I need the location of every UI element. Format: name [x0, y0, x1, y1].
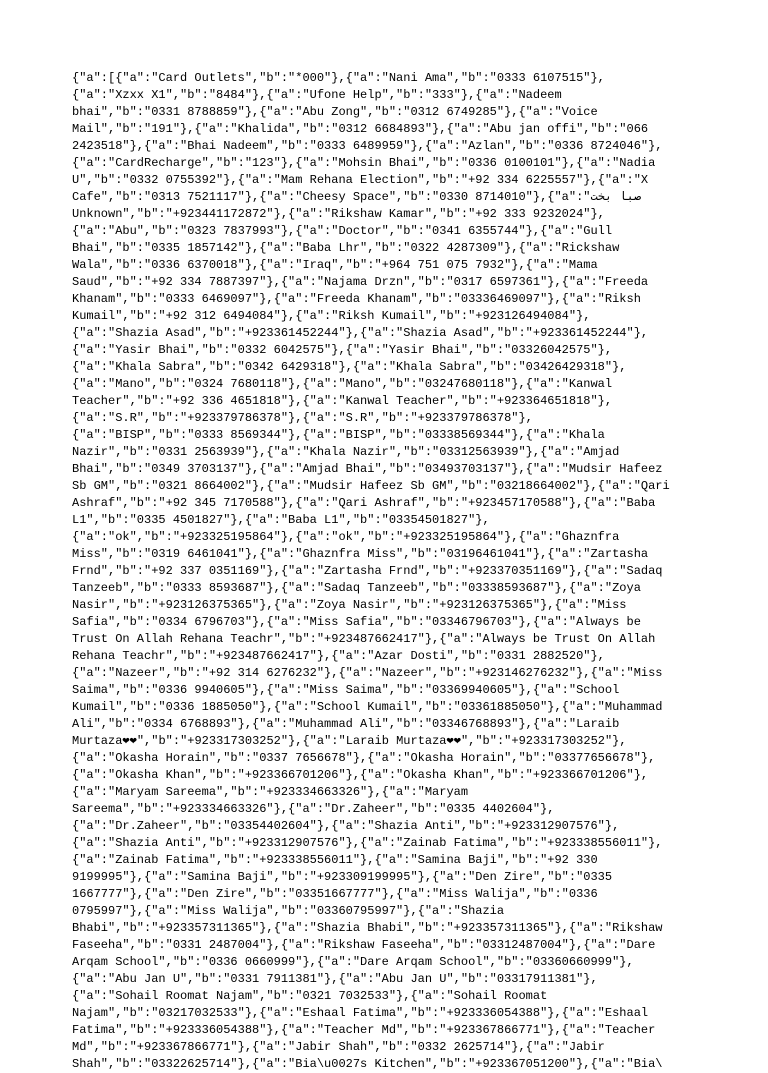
text-line: 9199995"},{"a":"Samina Baji","b":"+923309199995"},{"a":"Den Zire","b":"0335	[72, 870, 613, 884]
text-line: Fatima","b":"+923336054388"},{"a":"Teacher Md","b":"+923367866771"},{"a":"Teacher	[72, 1023, 656, 1037]
text-line: {"a":"Yasir Bhai","b":"0332 6042575"},{"a":"Yasir Bhai","b":"03326042575"},	[72, 343, 613, 357]
text-line: Md","b":"+923367866771"},{"a":"Jabir Shah","b":"0332 2625714"},{"a":"Jabir	[72, 1040, 605, 1054]
text-line: {"a":"Shazia Anti","b":"+923312907576"},{"a":"Zainab Fatima","b":"+923338556011"},	[72, 836, 663, 850]
text-line: {"a":"CardRecharge","b":"123"},{"a":"Mohsin Bhai","b":"0336 0100101"},{"a":"Nadia	[72, 156, 656, 170]
text-line: Trust On Allah Rehana Teachr","b":"+923487662417"},{"a":"Always be Trust On Allah	[72, 632, 656, 646]
text-line: Mail","b":"191"},{"a":"Khalida","b":"0312 6684893"},{"a":"Abu jan offi","b":"066	[72, 122, 649, 136]
text-line: {"a":"Khala Sabra","b":"0342 6429318"},{"a":"Khala Sabra","b":"03426429318"},	[72, 360, 627, 374]
document-text	[72, 70, 712, 1073]
text-line: Kumail","b":"0336 1885050"},{"a":"School Kumail","b":"03361885050"},{"a":"Muhammad	[72, 700, 663, 714]
text-line: Rehana Teachr","b":"+923487662417"},{"a":"Azar Dosti","b":"0331 2882520"},	[72, 649, 605, 663]
text-line: Bhai","b":"0335 1857142"},{"a":"Baba Lhr","b":"0322 4287309"},{"a":"Rickshaw	[72, 241, 620, 255]
text-line: {"a":"Maryam Sareema","b":"+923334663326"},{"a":"Maryam	[72, 785, 469, 799]
text-line: Cafe","b":"0313 7521117"},{"a":"Cheesy Space","b":"0330 8714010"},{"a":"صبا بخت	[72, 190, 642, 204]
text-line: Saima","b":"0336 9940605"},{"a":"Miss Saima","b":"03369940605"},{"a":"School	[72, 683, 620, 697]
text-line: Frnd","b":"+92 337 0351169"},{"a":"Zartasha Frnd","b":"+923370351169"},{"a":"Sadaq	[72, 564, 663, 578]
text-line: {"a":"Xzxx X1","b":"8484"},{"a":"Ufone Help","b":"333"},{"a":"Nadeem	[72, 88, 562, 102]
text-line: Ali","b":"0334 6768893"},{"a":"Muhammad Ali","b":"03346768893"},{"a":"Laraib	[72, 717, 620, 731]
text-line: Khanam","b":"0333 6469097"},{"a":"Freeda Khanam","b":"03336469097"},{"a":"Riksh	[72, 292, 641, 306]
text-line: Safia","b":"0334 6796703"},{"a":"Miss Safia","b":"03346796703"},{"a":"Always be	[72, 615, 641, 629]
text-line: {"a":"Dr.Zaheer","b":"03354402604"},{"a":"Shazia Anti","b":"+923312907576"},	[72, 819, 620, 833]
text-line: Unknown","b":"+923441172872"},{"a":"Rikshaw Kamar","b":"+92 333 9232024"},	[72, 207, 605, 221]
text-line: bhai","b":"0331 8788859"},{"a":"Abu Zong","b":"0312 6749285"},{"a":"Voice	[72, 105, 598, 119]
text-line: Bhabi","b":"+923357311365"},{"a":"Shazia Bhabi","b":"+923357311365"},{"a":"Rikshaw	[72, 921, 663, 935]
text-line: Miss","b":"0319 6461041"},{"a":"Ghaznfra Miss","b":"03196461041"},{"a":"Zartasha	[72, 547, 649, 561]
text-line: {"a":"S.R","b":"+923379786378"},{"a":"S.R","b":"+923379786378"},	[72, 411, 533, 425]
text-line: {"a":"Shazia Asad","b":"+923361452244"},{"a":"Shazia Asad","b":"+923361452244"},	[72, 326, 649, 340]
text-line: Sb GM","b":"0321 8664002"},{"a":"Mudsir Hafeez Sb GM","b":"03218664002"},{"a":"Qari	[72, 479, 670, 493]
text-line: L1","b":"0335 4501827"},{"a":"Baba L1","b":"03354501827"},	[72, 513, 490, 527]
text-line: Bhai","b":"0349 3703137"},{"a":"Amjad Bhai","b":"03493703137"},{"a":"Mudsir Hafeez	[72, 462, 663, 476]
text-line: Tanzeeb","b":"0333 8593687"},{"a":"Sadaq Tanzeeb","b":"03338593687"},{"a":"Zoya	[72, 581, 641, 595]
text-line: {"a":"Okasha Horain","b":"0337 7656678"},{"a":"Okasha Horain","b":"03377656678"},	[72, 751, 656, 765]
text-line: {"a":"Nazeer","b":"+92 314 6276232"},{"a":"Nazeer","b":"+923146276232"},{"a":"Miss	[72, 666, 663, 680]
text-line: Najam","b":"03217032533"},{"a":"Eshaal Fatima","b":"+923336054388"},{"a":"Eshaal	[72, 1006, 649, 1020]
text-line: Nazir","b":"0331 2563939"},{"a":"Khala Nazir","b":"03312563939"},{"a":"Amjad	[72, 445, 620, 459]
text-line: {"a":[{"a":"Card Outlets","b":"*000"},{"a":"Nani Ama","b":"0333 6107515"},	[72, 71, 605, 85]
text-line: 2423518"},{"a":"Bhai Nadeem","b":"0333 6489959"},{"a":"Azlan","b":"0336 8724046"},	[72, 139, 663, 153]
text-line: {"a":"Sohail Roomat Najam","b":"0321 7032533"},{"a":"Sohail Roomat	[72, 989, 548, 1003]
text-line: Shah","b":"03322625714"},{"a":"Bia\u0027s Kitchen","b":"+923367051200"},{"a":"Bia\	[72, 1057, 663, 1071]
text-line: 0795997"},{"a":"Miss Walija","b":"03360795997"},{"a":"Shazia	[72, 904, 505, 918]
text-line: Kumail","b":"+92 312 6494084"},{"a":"Riksh Kumail","b":"+923126494084"},	[72, 309, 591, 323]
text-line: 1667777"},{"a":"Den Zire","b":"03351667777"},{"a":"Miss Walija","b":"0336	[72, 887, 598, 901]
text-line: Wala","b":"0336 6370018"},{"a":"Iraq","b":"+964 751 075 7932"},{"a":"Mama	[72, 258, 598, 272]
text-line: {"a":"Abu","b":"0323 7837993"},{"a":"Doctor","b":"0341 6355744"},{"a":"Gull	[72, 224, 613, 238]
text-line: {"a":"ok","b":"+923325195864"},{"a":"ok","b":"+923325195864"},{"a":"Ghaznfra	[72, 530, 620, 544]
text-line: Nasir","b":"+923126375365"},{"a":"Zoya Nasir","b":"+923126375365"},{"a":"Miss	[72, 598, 627, 612]
text-line: Ashraf","b":"+92 345 7170588"},{"a":"Qari Ashraf","b":"+923457170588"},{"a":"Baba	[72, 496, 656, 510]
text-line: Sareema","b":"+923334663326"},{"a":"Dr.Zaheer","b":"0335 4402604"},	[72, 802, 555, 816]
text-line: Teacher","b":"+92 336 4651818"},{"a":"Kanwal Teacher","b":"+923364651818"},	[72, 394, 613, 408]
text-line: {"a":"Abu Jan U","b":"0331 7911381"},{"a":"Abu Jan U","b":"03317911381"},	[72, 972, 598, 986]
text-line: {"a":"Zainab Fatima","b":"+923338556011"},{"a":"Samina Baji","b":"+92 330	[72, 853, 598, 867]
text-line: {"a":"Mano","b":"0324 7680118"},{"a":"Mano","b":"03247680118"},{"a":"Kanwal	[72, 377, 613, 391]
text-line: U","b":"0332 0755392"},{"a":"Mam Rehana Election","b":"+92 334 6225557"},{"a":"X	[72, 173, 649, 187]
document-page	[72, 70, 712, 1073]
text-line: {"a":"Okasha Khan","b":"+923366701206"},{"a":"Okasha Khan","b":"+923366701206"},	[72, 768, 649, 782]
text-line: Faseeha","b":"0331 2487004"},{"a":"Rikshaw Faseeha","b":"03312487004"},{"a":"Dare	[72, 938, 656, 952]
text-line: Saud","b":"+92 334 7887397"},{"a":"Najama Drzn","b":"0317 6597361"},{"a":"Freeda	[72, 275, 649, 289]
text-line: {"a":"BISP","b":"0333 8569344"},{"a":"BISP","b":"03338569344"},{"a":"Khala	[72, 428, 605, 442]
text-line: Arqam School","b":"0336 0660999"},{"a":"Dare Arqam School","b":"03360660999"},	[72, 955, 634, 969]
text-line: Murtaza❤❤","b":"+923317303252"},{"a":"Laraib Murtaza❤❤","b":"+923317303252"},	[72, 734, 627, 748]
